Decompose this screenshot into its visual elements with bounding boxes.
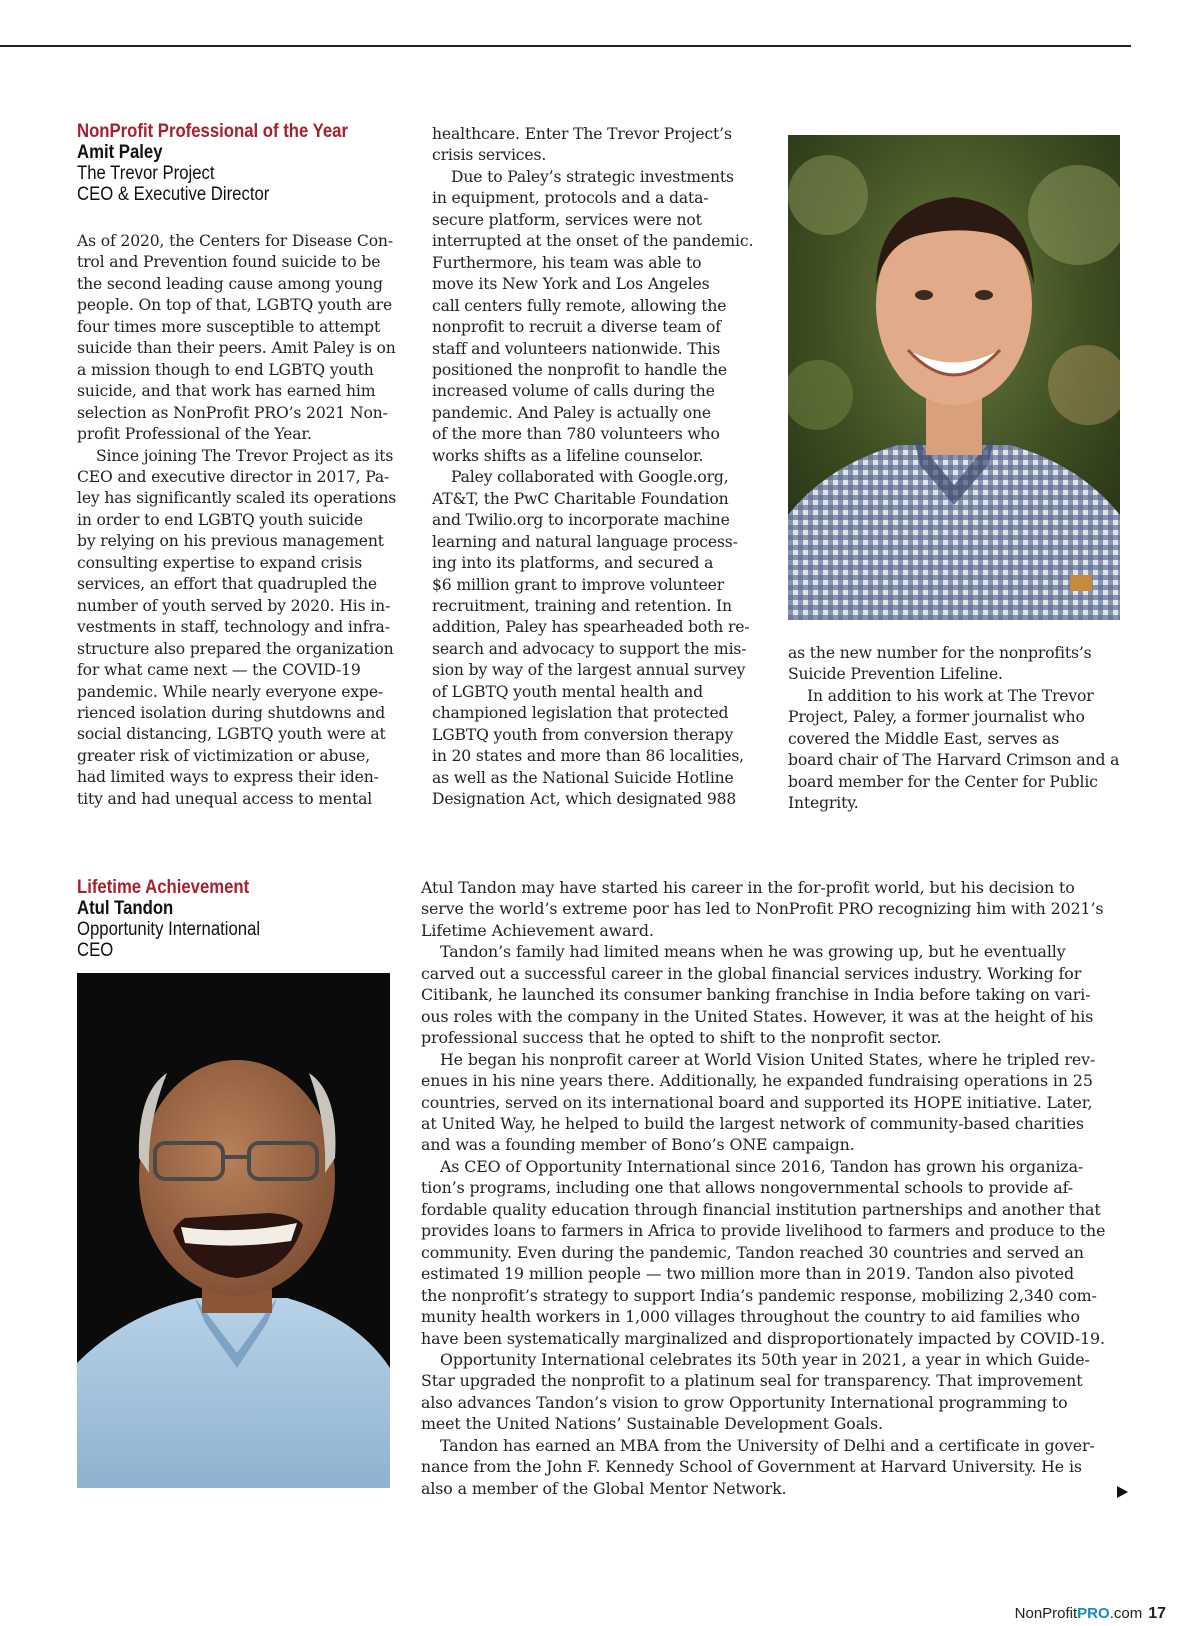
col-line: increased volume of calls during the [432, 382, 715, 401]
col-line: as well as the National Suicide Hotline [432, 768, 734, 787]
footer-site-prefix: NonProfit [1014, 1605, 1078, 1622]
profile2-name: Atul Tandon [77, 898, 174, 919]
col-line: the nonprofit’s strategy to support India’s pandemic response, mobilizing 2,340 com- [421, 1285, 1097, 1305]
col-line: provides loans to farmers in Africa to provide livelihood to farmers and produce to the [421, 1221, 1106, 1241]
col-line: board chair of The Harvard Crimson and a [788, 751, 1120, 770]
col-line: nance from the John F. Kennedy School of Government at Harvard University. He is [421, 1457, 1082, 1477]
col-line: pandemic. And Paley is actually one [432, 403, 712, 422]
col-line: move its New York and Los Angeles [432, 275, 710, 294]
col-line: As CEO of Opportunity International since 2016, Tandon has grown his organiza- [440, 1156, 1084, 1176]
col-line: suicide, and that work has earned him [77, 382, 376, 401]
col-line: trol and Prevention found suicide to be [77, 253, 381, 272]
col-line: professional success that he opted to shift to the nonprofit sector. [421, 1028, 942, 1048]
profile1-heading [77, 121, 348, 205]
col-line: secure platform, services were not [432, 210, 702, 229]
col-line: search and advocacy to support the mis- [432, 639, 747, 658]
col-line: also a member of the Global Mentor Network. [421, 1478, 787, 1498]
col-line: fordable quality education through financial institution partnerships and another that [421, 1199, 1101, 1219]
col-line: and was a founding member of Bono’s ONE campaign. [421, 1135, 855, 1155]
col-line: Lifetime Achievement award. [421, 920, 654, 940]
col-line: as the new number for the nonprofits’s [788, 644, 1092, 662]
col-line: nonprofit to recruit a diverse team of [432, 318, 721, 337]
col-line: have been systematically marginalized and disproportionately impacted by COVID-19. [421, 1328, 1105, 1348]
col-line: Opportunity International celebrates its 50th year in 2021, a year in which Guide- [440, 1349, 1090, 1369]
atul-tandon-photo [77, 973, 390, 1488]
col-line: ley has significantly scaled its operations [77, 489, 397, 508]
col-line: munity health workers in 1,000 villages throughout the country to aid families who [421, 1307, 1080, 1327]
col-line: Integrity. [788, 794, 859, 813]
col-line: had limited ways to express their iden- [77, 768, 379, 787]
col-line: staff and volunteers nationwide. This [432, 339, 721, 358]
col-line: Suicide Prevention Lifeline. [788, 665, 1003, 684]
continue-arrow-icon [1117, 1486, 1128, 1498]
col-line: greater risk of victimization or abuse, [77, 746, 371, 765]
col-line: rienced isolation during shutdowns and [77, 703, 386, 722]
col-line: covered the Middle East, serves as [788, 729, 1060, 748]
portrait-image [788, 135, 1120, 620]
col-line: sion by way of the largest annual survey [432, 661, 746, 680]
col-line: and Twilio.org to incorporate machine [432, 511, 730, 530]
col-line: $6 million grant to improve volunteer [432, 575, 725, 594]
profile2-org: Opportunity International [77, 919, 261, 940]
col-line: vestments in staff, technology and infra- [77, 618, 390, 637]
col-line: learning and natural language process- [432, 532, 738, 551]
profile1-column-3 [788, 643, 1128, 815]
col-line: championed legislation that protected [432, 704, 729, 723]
col-line: Paley collaborated with Google.org, [451, 468, 729, 487]
col-line: countries, served on its international board and supported its HOPE initiative. Later, [421, 1092, 1093, 1112]
col-line: Tandon’s family had limited means when he was growing up, but he eventually [440, 942, 1066, 962]
col-line: suicide than their peers. Amit Paley is on [77, 339, 396, 358]
col-line: CEO and executive director in 2017, Pa- [77, 467, 390, 486]
col-line: in 20 states and more than 86 localities, [432, 747, 744, 766]
footer-site-pro: PRO [1077, 1605, 1110, 1622]
col-line: interrupted at the onset of the pandemic. [432, 232, 754, 251]
col-line: estimated 19 million people — two million more than in 2019. Tandon also pivoted [421, 1264, 1074, 1284]
col-line: recruitment, training and retention. In [432, 596, 732, 615]
col-line: crisis services. [432, 146, 547, 165]
amit-paley-photo [788, 135, 1120, 620]
col-line: consulting expertise to expand crisis [77, 553, 363, 572]
col-line: for what came next — the COVID-19 [77, 661, 361, 680]
col-line: enues in his nine years there. Additionally, he expanded fundraising operations in 25 [421, 1071, 1093, 1091]
col-line: Star upgraded the nonprofit to a platinum seal for transparency. That improvement [421, 1371, 1083, 1391]
col-line: works shifts as a lifeline counselor. [432, 446, 704, 465]
col-line: Citibank, he launched its consumer banking franchise in India before taking on vari- [421, 985, 1091, 1005]
col-line: Designation Act, which designated 988 [432, 790, 737, 809]
profile2-body [421, 877, 1136, 1499]
profile1-kicker: NonProfit Professional of the Year [77, 121, 348, 142]
col-line: at United Way, he helped to build the largest network of community-based charities [421, 1113, 1084, 1133]
col-line: tity and had unequal access to mental [77, 789, 373, 808]
col-line: call centers fully remote, allowing the [432, 296, 727, 315]
col-line: addition, Paley has spearheaded both re- [432, 618, 750, 637]
portrait-image [77, 973, 390, 1488]
profile1-name: Amit Paley [77, 142, 163, 163]
profile2-kicker: Lifetime Achievement [77, 877, 250, 898]
col-line: Project, Paley, a former journalist who [788, 708, 1085, 727]
profile2-title: CEO [77, 940, 114, 961]
col-line: community. Even during the pandemic, Tandon reached 30 countries and served an [421, 1242, 1084, 1262]
col-line: LGBTQ youth from conversion therapy [432, 725, 734, 744]
col-line: people. On top of that, LGBTQ youth are [77, 296, 393, 315]
col-line: In addition to his work at The Trevor [807, 686, 1094, 705]
col-line: Atul Tandon may have started his career in the for-profit world, but his decision to [421, 878, 1075, 897]
col-line: pandemic. While nearly everyone expe- [77, 682, 384, 701]
col-line: of the more than 780 volunteers who [432, 425, 720, 444]
col-line: carved out a successful career in the global financial services industry. Working for [421, 963, 1082, 983]
col-line: ous roles with the company in the United States. However, it was at the height of his [421, 1006, 1094, 1026]
col-line: board member for the Center for Public [788, 772, 1098, 791]
col-line: Tandon has earned an MBA from the University of Delhi and a certificate in gover- [440, 1435, 1095, 1455]
col-line: tion’s programs, including one that allows nongovernmental schools to provide af- [421, 1178, 1074, 1198]
profile1-title: CEO & Executive Director [77, 184, 270, 205]
col-line: by relying on his previous management [77, 532, 384, 551]
col-line: social distancing, LGBTQ youth were at [77, 725, 386, 744]
col-line: Furthermore, his team was able to [432, 253, 702, 272]
top-rule [0, 45, 1131, 47]
col-line: services, an effort that quadrupled the [77, 575, 377, 594]
col-line: four times more susceptible to attempt [77, 317, 381, 336]
col-line: structure also prepared the organization [77, 639, 394, 658]
page-number: 17 [1148, 1605, 1166, 1622]
page-footer [1015, 1605, 1166, 1623]
profile1-org: The Trevor Project [77, 163, 215, 184]
col-line: selection as NonProfit PRO’s 2021 Non- [77, 403, 388, 422]
col-line: of LGBTQ youth mental health and [432, 682, 703, 701]
col-line: serve the world’s extreme poor has led to NonProfit PRO recognizing him with 2021’s [421, 899, 1104, 919]
col-line: As of 2020, the Centers for Disease Con- [77, 232, 393, 250]
col-line: He began his nonprofit career at World Vision United States, where he tripled rev- [440, 1049, 1096, 1069]
profile2-heading [77, 877, 260, 961]
col-line: healthcare. Enter The Trevor Project’s [432, 125, 732, 143]
profile1-column-1 [77, 231, 407, 810]
col-line: Due to Paley’s strategic investments [451, 167, 734, 186]
col-line: Since joining The Trevor Project as its [96, 446, 394, 465]
col-line: in order to end LGBTQ youth suicide [77, 510, 363, 529]
footer-site-suffix: .com [1109, 1605, 1143, 1622]
col-line: also advances Tandon’s vision to grow Opportunity International programming to [421, 1392, 1068, 1412]
profile1-column-2 [432, 124, 772, 811]
col-line: profit Professional of the Year. [77, 425, 312, 444]
col-line: in equipment, protocols and a data- [432, 189, 709, 208]
col-line: positioned the nonprofit to handle the [432, 360, 727, 379]
col-line: a mission though to end LGBTQ youth [77, 360, 374, 379]
col-line: AT&T, the PwC Charitable Foundation [432, 489, 729, 508]
col-line: ing into its platforms, and secured a [432, 554, 714, 573]
col-line: the second leading cause among young [77, 274, 383, 293]
col-line: number of youth served by 2020. His in- [77, 596, 391, 615]
col-line: meet the United Nations’ Sustainable Development Goals. [421, 1414, 883, 1434]
